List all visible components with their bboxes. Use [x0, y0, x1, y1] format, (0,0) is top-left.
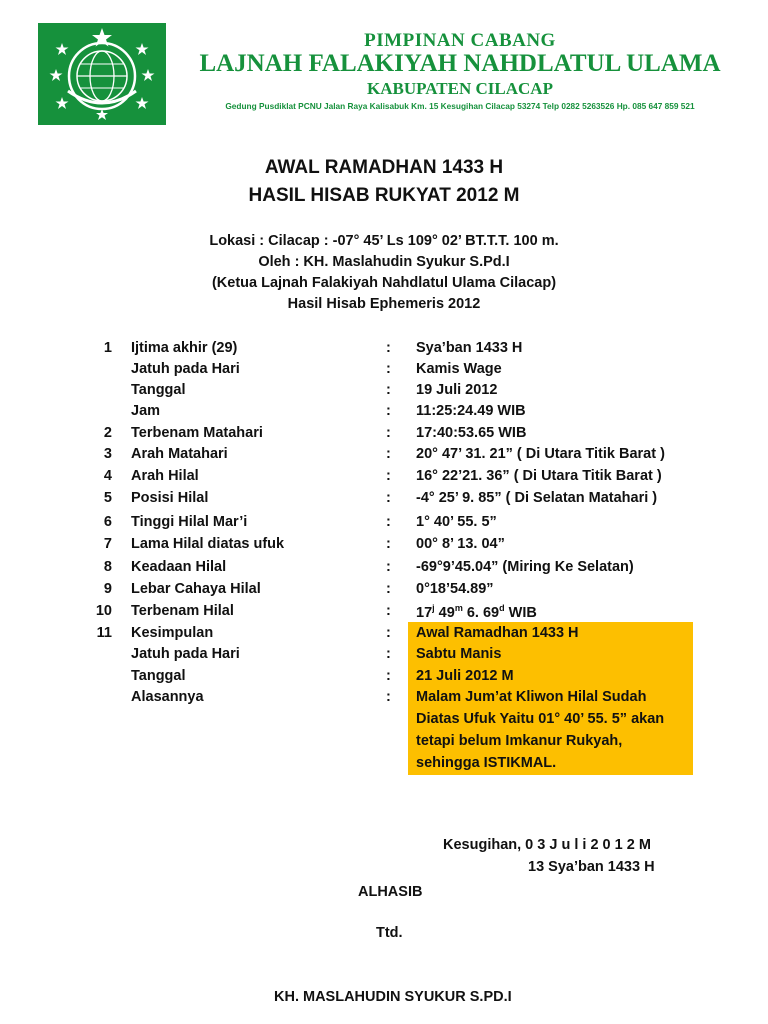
time-zone: WIB [504, 604, 537, 621]
row-separator: : [386, 689, 391, 705]
row-number: 9 [103, 581, 112, 597]
table-row [0, 340, 768, 361]
row-number: 2 [103, 425, 112, 441]
row-label: Jatuh pada Hari [131, 361, 240, 377]
table-row [0, 559, 768, 580]
row-label: Jam [131, 403, 161, 419]
table-row [0, 382, 768, 403]
row-value: 20° 47’ 31. 21” ( Di Utara Titik Barat ) [416, 446, 665, 462]
row-value: Sya’ban 1433 H [416, 340, 523, 356]
row-value: 21 Juli 2012 M [416, 668, 514, 684]
conclusion-row [0, 668, 768, 689]
signature-name: KH. MASLAHUDIN SYUKUR S.PD.I [274, 989, 512, 1005]
row-separator: : [386, 603, 391, 619]
row-label: Arah Matahari [131, 446, 228, 462]
row-label: Kesimpulan [131, 625, 214, 641]
hour-value: 17 [416, 604, 433, 621]
row-label: Alasannya [131, 689, 204, 705]
row-value: Sabtu Manis [416, 646, 502, 662]
row-label: Terbenam Matahari [131, 425, 263, 441]
info-oleh: Oleh : KH. Maslahudin Syukur S.Pd.I [258, 254, 510, 270]
org-line-2: LAJNAH FALAKIYAH NAHDLATUL ULAMA [199, 50, 721, 77]
row-number: 4 [103, 468, 112, 484]
row-value: 00° 8’ 13. 04” [416, 536, 505, 552]
info-jabatan: (Ketua Lajnah Falakiyah Nahdlatul Ulama Cilacap) [211, 275, 557, 291]
org-line-1: PIMPINAN CABANG [364, 30, 556, 51]
minute-value: 49 [434, 604, 455, 621]
doc-title-line1: AWAL RAMADHAN 1433 H [264, 157, 504, 178]
row-number: 7 [103, 536, 112, 552]
second-value: 6. 69 [462, 604, 500, 621]
row-label: Arah Hilal [131, 468, 199, 484]
row-separator: : [386, 403, 391, 419]
row-separator: : [386, 468, 391, 484]
row-value: Kamis Wage [416, 361, 502, 377]
table-row [0, 425, 768, 446]
row-number: 5 [103, 490, 112, 506]
table-row [0, 361, 768, 382]
signature-place-date: Kesugihan, 0 3 J u l i 2 0 1 2 M [443, 837, 651, 853]
doc-title-line2: HASIL HISAB RUKYAT 2012 M [248, 185, 520, 206]
row-label: Lama Hilal diatas ufuk [131, 536, 285, 552]
row-label: Tinggi Hilal Mar’i [131, 514, 248, 530]
row-label: Jatuh pada Hari [131, 646, 240, 662]
org-address: Gedung Pusdiklat PCNU Jalan Raya Kalisabuk Km. 15 Kesugihan Cilacap 53274 Telp 0282 5263526 Hp. 085 647 859 521 [225, 101, 695, 111]
row-label: Ijtima akhir (29) [131, 340, 238, 356]
row-separator: : [386, 625, 391, 641]
row-separator: : [386, 514, 391, 530]
row-separator: : [386, 446, 391, 462]
table-row [0, 603, 768, 624]
row-label: Terbenam Hilal [131, 603, 234, 619]
row-value: 19 Juli 2012 [416, 382, 498, 398]
table-row [0, 490, 768, 511]
minute-unit: m [454, 603, 463, 613]
row-label: Tanggal [131, 382, 186, 398]
row-label: Tanggal [131, 668, 186, 684]
table-row [0, 446, 768, 467]
signature-hijri-date: 13 Sya’ban 1433 H [528, 859, 655, 875]
table-row [0, 536, 768, 557]
reason-line: Malam Jum’at Kliwon Hilal Sudah [416, 689, 647, 705]
row-number: 10 [95, 603, 112, 619]
table-row [0, 581, 768, 602]
row-value: 1° 40’ 55. 5” [416, 514, 497, 530]
row-value: Awal Ramadhan 1433 H [416, 625, 579, 641]
row-separator: : [386, 581, 391, 597]
signature-role: ALHASIB [358, 884, 423, 900]
logo-box [38, 23, 166, 125]
row-separator: : [386, 361, 391, 377]
row-value: 17:40:53.65 WIB [416, 425, 527, 441]
row-value: 0°18’54.89” [416, 581, 494, 597]
row-separator: : [386, 425, 391, 441]
hour-unit: j [432, 603, 435, 613]
reason-line: tetapi belum Imkanur Rukyah, [416, 733, 623, 749]
table-row [0, 403, 768, 424]
row-number: 1 [103, 340, 112, 356]
row-value: 16° 22’21. 36” ( Di Utara Titik Barat ) [416, 468, 662, 484]
table-row [0, 468, 768, 489]
row-number: 3 [103, 446, 112, 462]
conclusion-row [0, 625, 768, 646]
row-separator: : [386, 536, 391, 552]
row-label: Lebar Cahaya Hilal [131, 581, 261, 597]
row-separator: : [386, 646, 391, 662]
reason-line: Diatas Ufuk Yaitu 01° 40’ 55. 5” akan [416, 711, 665, 727]
row-number: 6 [103, 514, 112, 530]
row-separator: : [386, 559, 391, 575]
row-separator: : [386, 340, 391, 356]
row-value [416, 603, 537, 621]
row-value: 11:25:24.49 WIB [416, 403, 526, 419]
row-number: 11 [96, 625, 112, 641]
row-value: -69°9’45.04” (Miring Ke Selatan) [416, 559, 634, 575]
info-lokasi: Lokasi : Cilacap : -07° 45’ Ls 109° 02’ BT.T.T. 100 m. [209, 233, 559, 249]
letterhead [0, 0, 768, 130]
row-label: Keadaan Hilal [131, 559, 227, 575]
row-separator: : [386, 668, 391, 684]
row-separator: : [386, 382, 391, 398]
reason-line: sehingga ISTIKMAL. [416, 755, 557, 771]
nu-logo-icon [38, 23, 166, 125]
second-unit: d [499, 603, 505, 613]
conclusion-row [0, 689, 768, 710]
info-metode: Hasil Hisab Ephemeris 2012 [287, 296, 481, 312]
row-value: -4° 25’ 9. 85” ( Di Selatan Matahari ) [416, 490, 658, 506]
table-row [0, 514, 768, 535]
org-line-3: KABUPATEN CILACAP [367, 79, 553, 98]
row-separator: : [386, 490, 391, 506]
signature-ttd: Ttd. [376, 925, 403, 941]
row-number: 8 [103, 559, 112, 575]
row-label: Posisi Hilal [131, 490, 209, 506]
conclusion-row [0, 646, 768, 667]
